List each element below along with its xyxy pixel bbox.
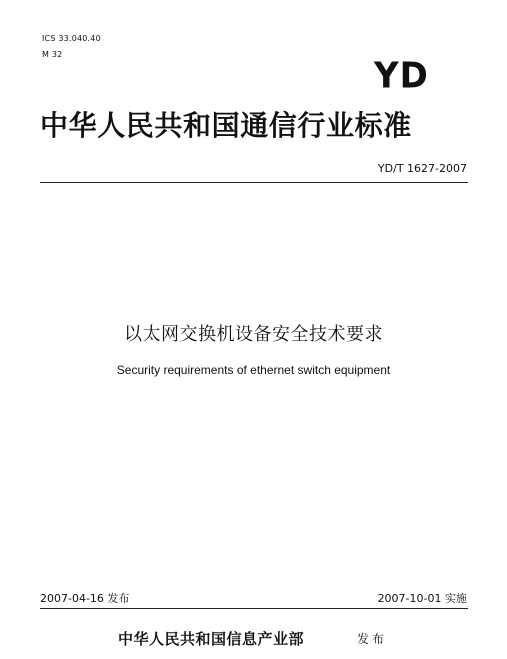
issuing-authority: 中华人民共和国信息产业部 [118, 630, 305, 648]
footer-divider [40, 608, 468, 609]
organization-title: 中华人民共和国通信行业标准 [40, 109, 412, 142]
standard-number: YD/T 1627-2007 [377, 162, 467, 175]
publish-date: 2007-04-16 发布 [40, 592, 130, 605]
ccs-code: M 32 [42, 50, 63, 59]
yd-logo: YD [374, 55, 429, 97]
issue-label: 发布 [357, 632, 388, 646]
implement-date: 2007-10-01 实施 [377, 592, 467, 605]
header-divider [40, 182, 468, 183]
document-title-chinese: 以太网交换机设备安全技术要求 [124, 324, 383, 345]
ics-code: ICS 33.040.40 [42, 34, 101, 43]
document-title-english: Security requirements of ethernet switch equipment [116, 363, 391, 377]
